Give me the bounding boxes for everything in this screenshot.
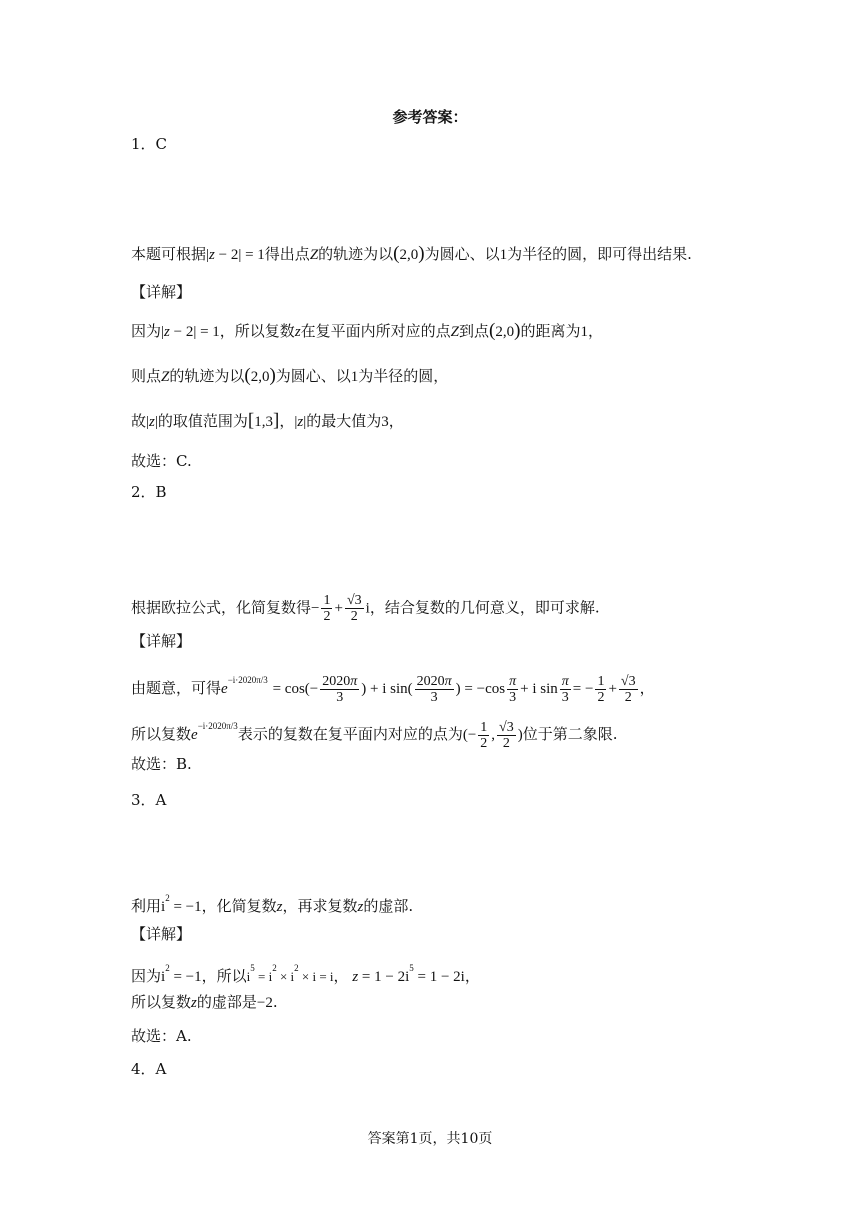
q1-choice: 故选：C. bbox=[131, 452, 192, 470]
q1-detail-line-2: 则点Z的轨迹为以(2,0)为圆心、以1为半径的圆， bbox=[131, 365, 449, 386]
page-footer: 答案第1页，共10页 bbox=[367, 1131, 493, 1147]
q2-detail-line-2: 所以复数$e^{-i\cdot 2020\pi/3}$表示的复数在复平面内对应的点为(− $\frac{1}{2}$ , $\frac{√3}{2}$ )位于第二象限. bbox=[131, 719, 618, 751]
q1-analysis: 本题可根据|z − 2| = 1得出点Z的轨迹为以(2,0)为圆心、以1为半径的圆，即可得出结果. bbox=[131, 243, 692, 264]
q3-analysis: 利用$i^2 = -1$，化简复数z，再求复数z的虚部. bbox=[131, 893, 414, 915]
q3-detail-line-1: 因为$i^2 = -1$，所以$i^5 = i^2 \times i^2 \times i = i$， $z = 1 - 2i^5 = 1 - 2i$， bbox=[131, 963, 480, 985]
q2-analysis: 根据欧拉公式，化简复数得− $\frac{1}{2}$ + $\frac{√3}{2}$ i，结合复数的几何意义，即可求解. bbox=[131, 593, 600, 624]
q3-choice: 故选：A. bbox=[131, 1027, 192, 1045]
q1-detail-line-3: 故|z|的取值范围为[1,3]，|z|的最大值为3， bbox=[131, 410, 404, 431]
q3-answer: 3．A bbox=[131, 791, 167, 809]
q3-detail-heading: 【详解】 bbox=[131, 925, 192, 943]
q2-answer: 2．B bbox=[131, 483, 167, 501]
q3-detail-line-2: 所以复数z的虚部是−2. bbox=[131, 993, 278, 1011]
q1-answer: 1．C bbox=[131, 135, 168, 153]
q2-choice: 故选：B. bbox=[131, 755, 192, 773]
q2-detail-heading: 【详解】 bbox=[131, 632, 192, 650]
q2-detail-line-1: 由题意，可得$e^{-i\cdot 2020\pi/3} = \cos(-$ $\frac{2020\pi}{3}$ ) + i sin( $\frac{2020\pi}{3}$ ) = −cos $\frac{\pi}{3}$ + i sin $\frac{\pi}{3}$ = − $\frac{1}{2}$ + $\frac{√3}{2}$ ， bbox=[131, 673, 655, 705]
q1-detail-line-1: 因为|z − 2| = 1，所以复数z在复平面内所对应的点Z到点(2,0)的距离为1， bbox=[131, 320, 603, 341]
page-title: 参考答案： bbox=[392, 108, 468, 126]
q1-detail-heading: 【详解】 bbox=[131, 283, 192, 301]
q4-answer: 4．A bbox=[131, 1060, 167, 1078]
